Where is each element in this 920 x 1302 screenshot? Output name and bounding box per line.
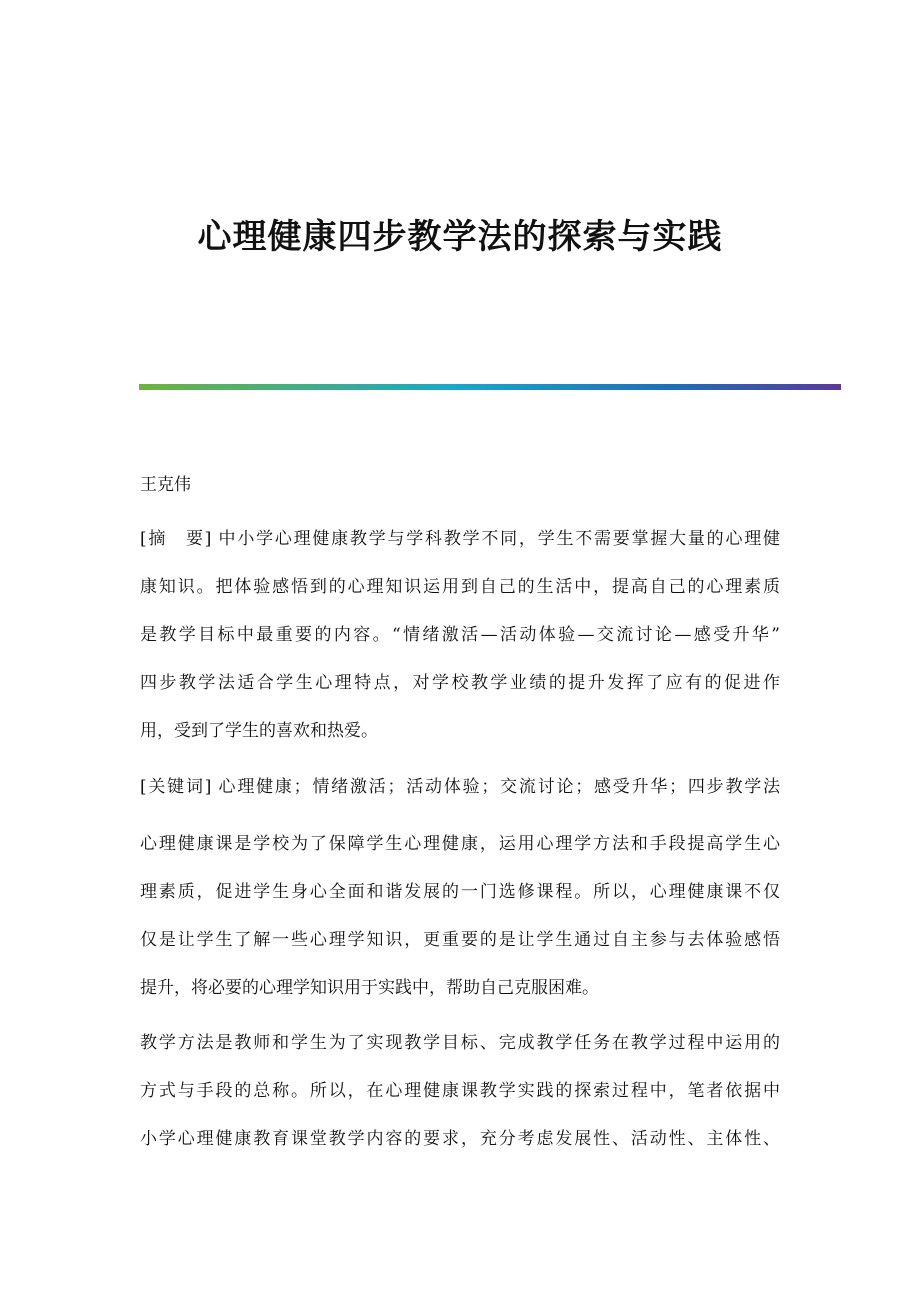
abstract-line: [摘 要] 中小学心理健康教学与学科教学不同，学生不需要掌握大量的心理健 (140, 529, 780, 549)
keywords-paragraph (140, 771, 780, 803)
body-line: 提升，将必要的心理学知识用于实践中，帮助自己克服困难。 (140, 978, 599, 998)
body-line: 小学心理健康教育课堂教学内容的要求，充分考虑发展性、活动性、主体性、 (140, 1129, 780, 1149)
title-divider (139, 384, 841, 390)
body-paragraph-2 (140, 1027, 780, 1155)
keywords-line: [关键词] 心理健康；情绪激活；活动体验；交流讨论；感受升华；四步教学法 (140, 777, 780, 797)
body-line: 仅是让学生了解一些心理学知识，更重要的是让学生通过自主参与去体验感悟 (140, 930, 780, 950)
abstract-line: 是教学目标中最重要的内容。“情绪激活—活动体验—交流讨论—感受升华” (140, 625, 780, 645)
abstract-line: 用，受到了学生的喜欢和热爱。 (140, 721, 378, 741)
body-line: 心理健康课是学校为了保障学生心理健康，运用心理学方法和手段提高学生心 (140, 834, 780, 854)
body-line: 理素质，促进学生身心全面和谐发展的一门选修课程。所以，心理健康课不仅 (140, 882, 780, 902)
body-line: 教学方法是教师和学生为了实现教学目标、完成教学任务在教学过程中运用的 (140, 1033, 780, 1053)
abstract-paragraph (140, 523, 780, 747)
body-line: 方式与手段的总称。所以，在心理健康课教学实践的探索过程中，笔者依据中 (140, 1081, 780, 1101)
abstract-line: 康知识。把体验感悟到的心理知识运用到自己的生活中，提高自己的心理素质 (140, 577, 780, 597)
document-title: 心理健康四步教学法的探索与实践 (197, 217, 723, 257)
author-name: 王克伟 (140, 475, 191, 495)
abstract-line: 四步教学法适合学生心理特点，对学校教学业绩的提升发挥了应有的促进作 (140, 673, 780, 693)
body-paragraph-1 (140, 828, 780, 1004)
